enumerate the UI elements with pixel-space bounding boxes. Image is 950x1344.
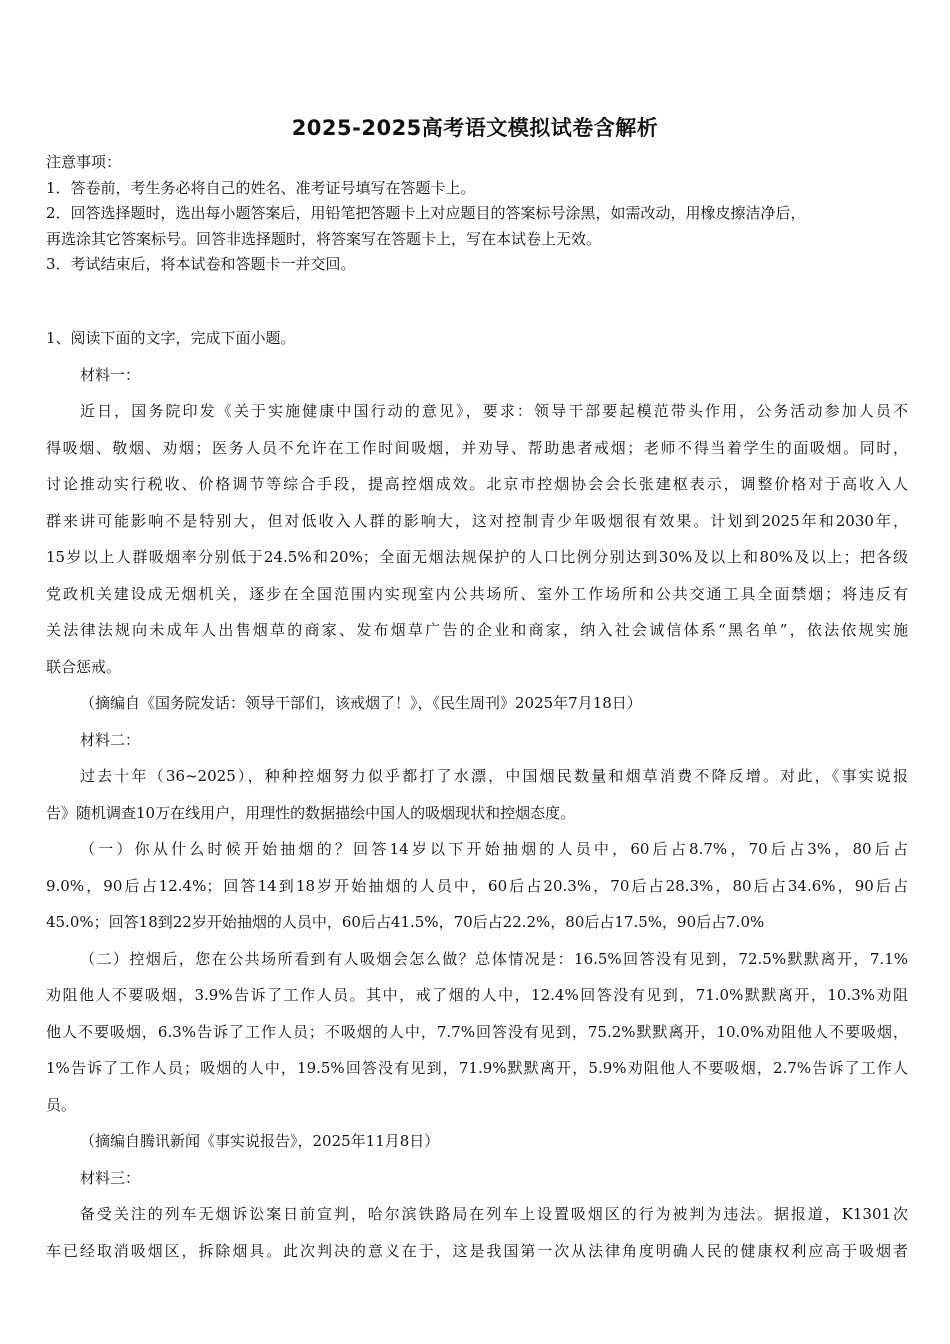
material-2-part-2-line: 员。 (46, 1095, 77, 1114)
material-1-line: 联合惩戒。 (46, 657, 122, 676)
material-2-line: 过去十年（36~2025），种种控烟努力似乎都打了水漂，中国烟民数量和烟草消费不降反增。对此，《事实说报 (80, 767, 908, 785)
material-3-label: 材料三： (80, 1168, 141, 1187)
material-2-part-2-line: 劝阻他人不要吸烟，3.9%告诉了工作人员。其中，戒了烟的人中，12.4%回答没有见到，71.0%默默离开，10.3%劝阻 (46, 986, 908, 1004)
material-2-part-1-line: 9.0%，90后占12.4%；回答14到18岁开始抽烟的人员中，60后占20.3%，70后占28.3%，80后占34.6%，90后占 (46, 876, 908, 895)
material-1-line: 群来讲可能影响不是特别大，但对低收入人群的影响大，这对控制青少年吸烟很有效果。计划到2025年和2030年， (46, 511, 908, 530)
material-3-line: 车已经取消吸烟区，拆除烟具。此次判决的意义在于，这是我国第一次从法律角度明确人民的健康权利应高于吸烟者 (46, 1241, 908, 1260)
material-1-line: 得吸烟、敬烟、劝烟；医务人员不允许在工作时间吸烟，并劝导、帮助患者戒烟；老师不得当着学生的面吸烟。同时， (46, 438, 908, 457)
material-2-part-1-line: （一）你从什么时候开始抽烟的？回答14岁以下开始抽烟的人员中，60后占8.7%，70后占3%，80后占 (80, 840, 908, 858)
material-1-line: 讨论推动实行税收、价格调节等综合手段，提高控烟成效。北京市控烟协会会长张建枢表示，调整价格对于高收入人 (46, 475, 908, 493)
material-2-label: 材料二： (80, 730, 141, 749)
material-1-line: 关法律法规向未成年人出售烟草的商家、发布烟草广告的企业和商家，纳入社会诚信体系“黑名单”，依法依规实施 (46, 621, 908, 639)
material-2-source: （摘编自腾讯新闻《事实说报告》，2025年11月8日） (80, 1132, 440, 1150)
question-stem: 1、阅读下面的文字，完成下面小题。 (46, 329, 296, 347)
material-2-line: 告》随机调查10万在线用户，用理性的数据描绘中国人的吸烟现状和控烟态度。 (46, 803, 576, 822)
notice-line-4: 3．考试结束后，将本试卷和答题卡一并交回。 (46, 255, 356, 273)
material-2-part-2-line: 他人不要吸烟，6.3%告诉了工作人员；不吸烟的人中，7.7%回答没有见到，75.2%默默离开，10.0%劝阻他人不要吸烟， (46, 1022, 908, 1041)
notice-heading: 注意事项： (46, 153, 122, 171)
notice-line-2: 2．回答选择题时，选出每小题答案后，用铅笔把答题卡上对应题目的答案标号涂黑，如需改动，用橡皮擦洁净后， (46, 204, 806, 222)
material-2-part-1-line: 45.0%；回答18到22岁开始抽烟的人员中，60后占41.5%，70后占22.2%，80后占17.5%，90后占7.0% (46, 913, 765, 931)
notice-line-1: 1．答卷前，考生务必将自己的姓名、准考证号填写在答题卡上。 (46, 178, 476, 197)
material-3-line: 备受关注的列车无烟诉讼案日前宣判，哈尔滨铁路局在列车上设置吸烟区的行为被判为违法。据报道，K1301次 (80, 1205, 908, 1223)
material-1-line: 党政机关建设成无烟机关，逐步在全国范围内实现室内公共场所、室外工作场所和公共交通工具全面禁烟；将违反有 (46, 584, 908, 603)
material-2-part-2-line: （二）控烟后，您在公共场所看到有人吸烟会怎么做？总体情况是：16.5%回答没有见到，72.5%默默离开，7.1% (80, 949, 908, 968)
material-1-label: 材料一： (80, 365, 141, 384)
notice-line-3: 再选涂其它答案标号。回答非选择题时，将答案写在答题卡上，写在本试卷上无效。 (46, 229, 602, 248)
page-title: 2025-2025高考语文模拟试卷含解析 (291, 116, 659, 140)
material-2-part-2-line: 1%告诉了工作人员；吸烟的人中，19.5%回答没有见到，71.9%默默离开，5.9%劝阻他人不要吸烟，2.7%告诉了工作人 (46, 1059, 908, 1077)
material-1-line: 15岁以上人群吸烟率分别低于24.5%和20%；全面无烟法规保护的人口比例分别达到30%及以上和80%及以上；把各级 (46, 548, 908, 566)
material-1-line: 近日，国务院印发《关于实施健康中国行动的意见》，要求：领导干部要起模范带头作用，公务活动参加人员不 (80, 402, 908, 420)
material-1-source: （摘编自《国务院发话：领导干部们，该戒烟了！》，《民生周刊》2025年7月18日） (80, 694, 642, 712)
question-body (46, 320, 908, 1269)
